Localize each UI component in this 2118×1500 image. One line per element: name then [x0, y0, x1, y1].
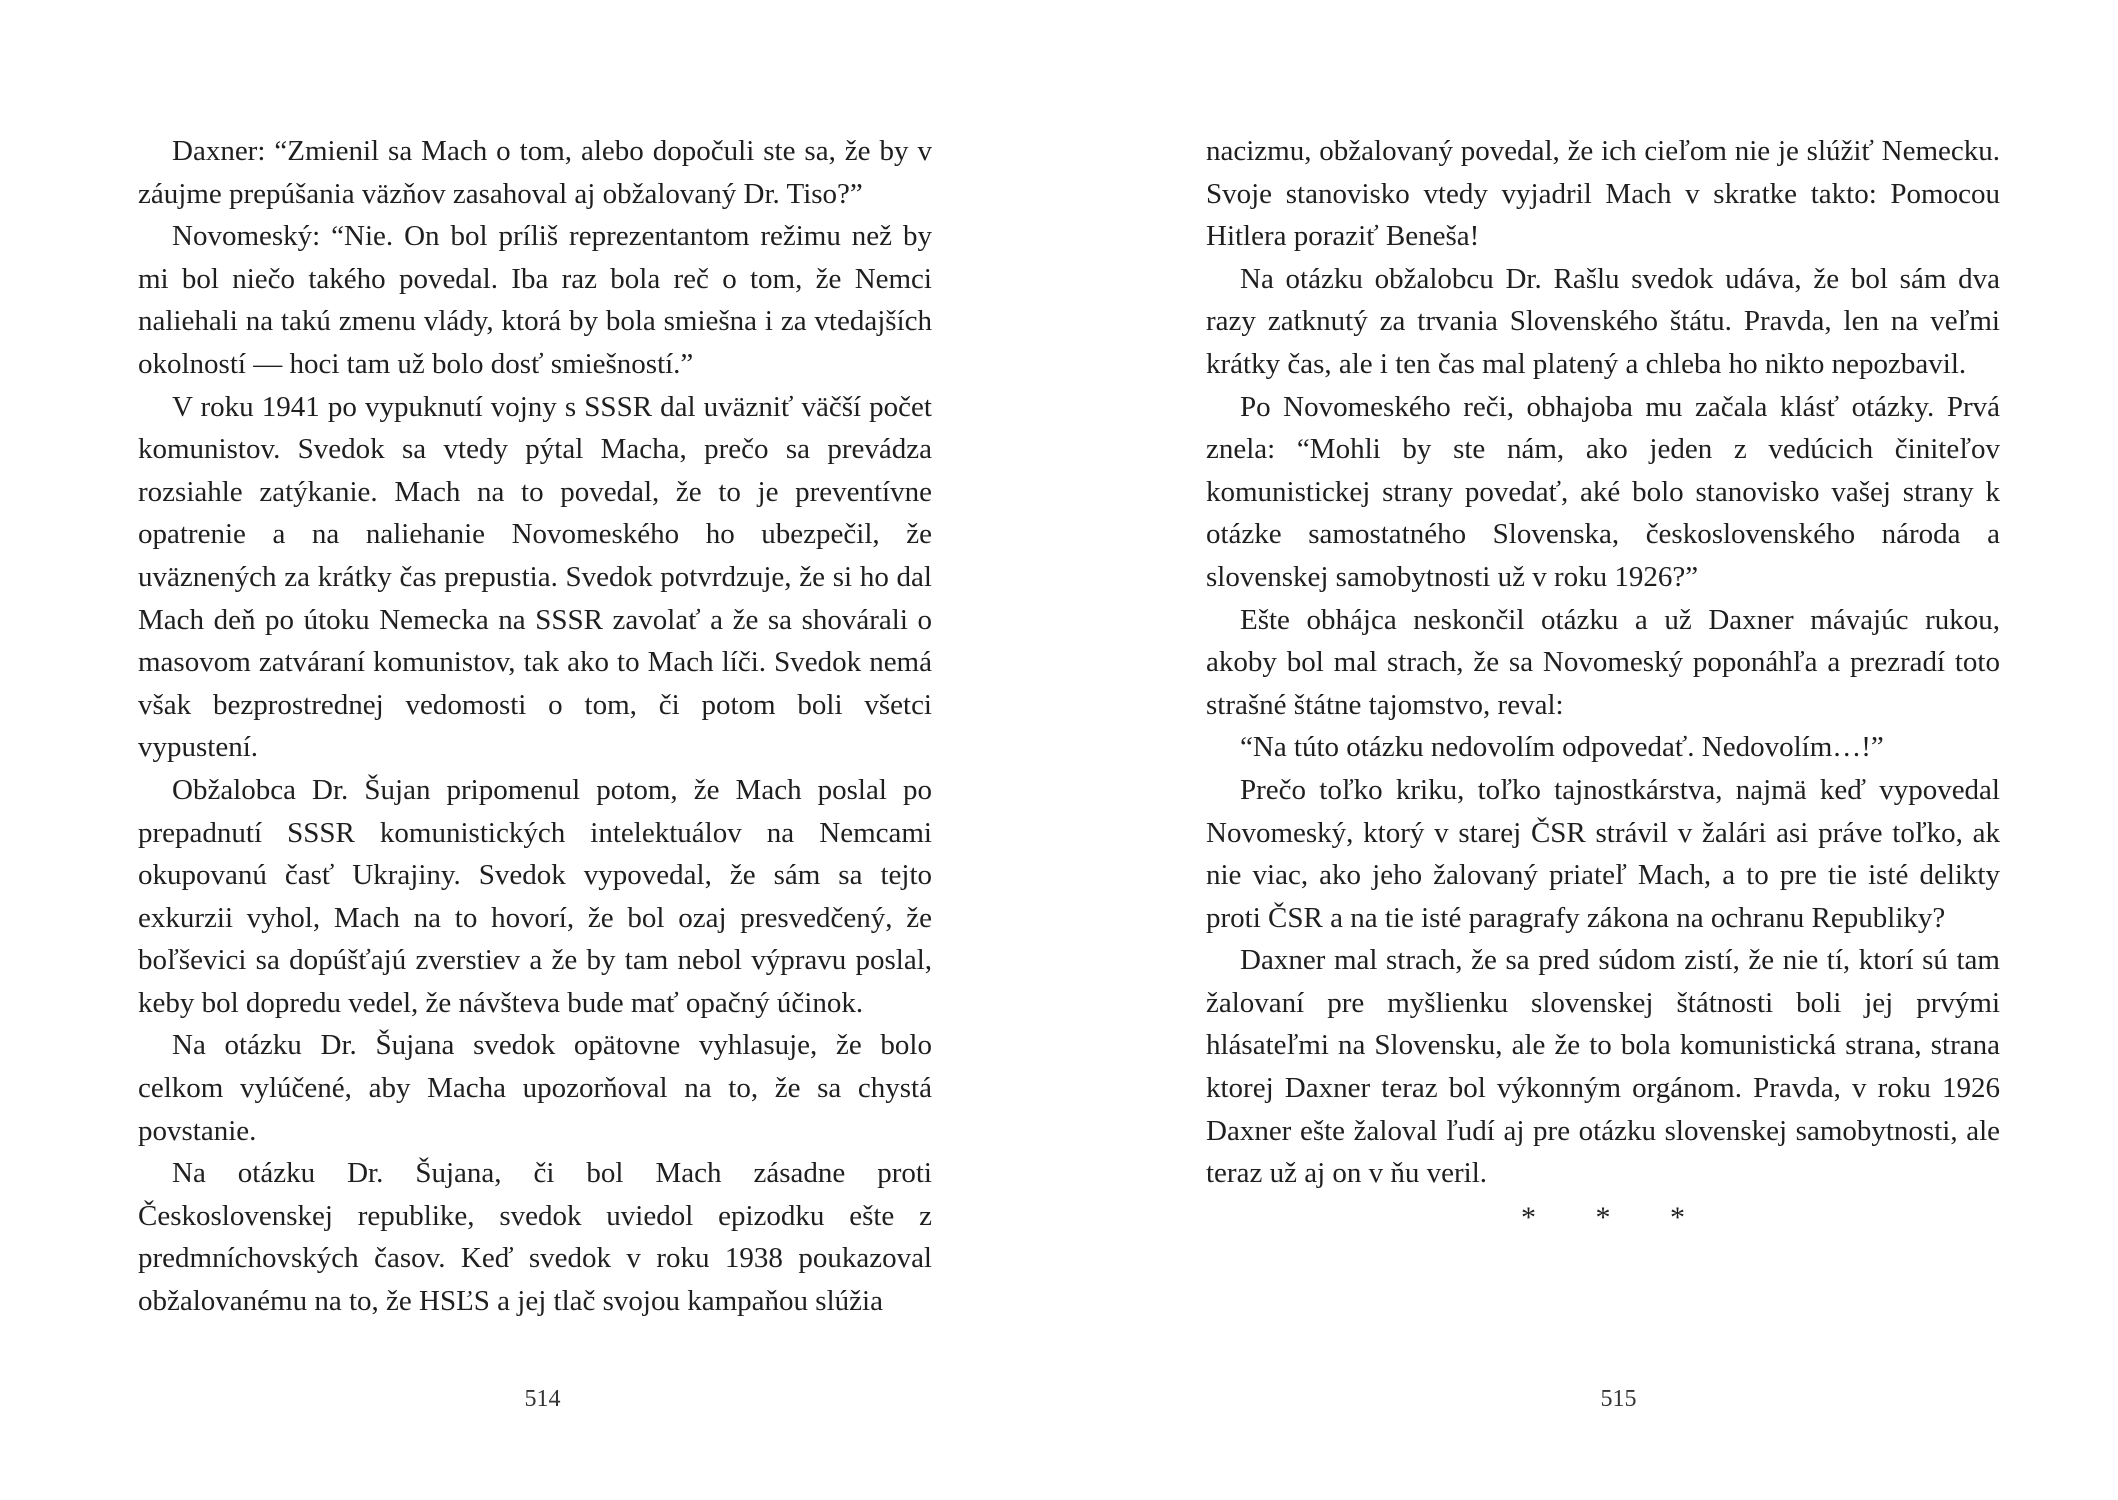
paragraph: Na otázku Dr. Šujana, či bol Mach zásadne proti Československej republike, svedok uviedol epizodku ešte z predmníchovských časov. Keď svedok v roku 1938 poukazoval obžalovanému na to, že HSĽS a jej tlač svojou kampaňou slúžia — [138, 1157, 932, 1318]
paragraph-continuation: nacizmu, obžalovaný povedal, že ich cieľom nie je slúžiť Nemecku. Svoje stanovisko vtedy vyjadril Mach v skratke takto: Pomocou Hitlera poraziť Beneša! — [1206, 135, 2000, 253]
paragraph: Na otázku obžalobcu Dr. Rašlu svedok udáva, že bol sám dva razy zatknutý za trvania Slovenského štátu. Pravda, len na veľmi krátky čas, ale i ten čas mal platený a chleba ho nikto nepozbavil. — [1206, 262, 2000, 380]
paragraph: Prečo toľko kriku, toľko tajnostkárstva, najmä keď vypovedal Novomeský, ktorý v starej ČSR strávil v žalári asi práve toľko, ak nie viac, ako jeho žalovaný priateľ Mach, a to pre tie isté delikty proti ČSR a na tie isté paragrafy zákona na ochranu Republiky? — [1206, 773, 2000, 934]
paragraph: Na otázku Dr. Šujana svedok opätovne vyhlasuje, že bolo celkom vylúčené, aby Macha upozorňoval na to, že sa chystá povstanie. — [138, 1029, 932, 1147]
paragraph: “Na túto otázku nedovolím odpovedať. Nedovolím…!” — [1240, 731, 1884, 764]
paragraph: Obžalobca Dr. Šujan pripomenul potom, že Mach poslal po prepadnutí SSSR komunistických intelektuálov na Nemcami okupovanú časť Ukrajiny. Svedok vypovedal, že sám sa tejto exkurzii vyhol, Mach na to hovorí, že bol ozaj presvedčený, že boľševici sa dopúšťajú zverstiev a že by tam nebol výpravu poslal, keby bol dopredu vedel, že návšteva bude mať opačný účinok. — [138, 773, 932, 1019]
left-page-body — [138, 130, 932, 1323]
paragraph: V roku 1941 po vypuknutí vojny s SSSR dal uväzniť väčší počet komunistov. Svedok sa vtedy pýtal Macha, prečo sa prevádza rozsiahle zatýkanie. Mach na to povedal, že to je preventívne opatrenie a na naliehanie Novomeského ho ubezpečil, že uväznených za krátky čas prepustia. Svedok potvrdzuje, že si ho dal Mach deň po útoku Nemecka na SSSR zavolať a že sa shovárali o masovom zatváraní komunistov, tak ako to Mach líči. Svedok nemá však bezprostrednej vedomosti o tom, či potom boli všetci vypustení. — [138, 390, 932, 764]
paragraph: Ešte obhájca neskončil otázku a už Daxner mávajúc rukou, akoby bol mal strach, že sa Novomeský poponáhľa a prezradí toto strašné štátne tajomstvo, reval: — [1206, 603, 2000, 721]
right-page — [1059, 0, 2118, 1500]
page-number: 514 — [524, 1386, 561, 1412]
section-break: * * * — [1521, 1200, 1711, 1234]
page-number: 515 — [1600, 1386, 1637, 1412]
paragraph: Novomeský: “Nie. On bol príliš reprezentantom režimu než by mi bol niečo takého povedal. Iba raz bola reč o tom, že Nemci naliehali na takú zmenu vlády, ktorá by bola smiešna i za vtedajších okolností — hoci tam už bolo dosť smiešností.” — [138, 220, 932, 380]
paragraph: Daxner: “Zmienil sa Mach o tom, alebo dopočuli ste sa, že by v záujme prepúšania väzňov zasahoval aj obžalovaný Dr. Tiso?” — [138, 135, 932, 210]
right-page-body — [1206, 130, 2000, 1239]
paragraph: Po Novomeského reči, obhajoba mu začala klásť otázky. Prvá znela: “Mohli by ste nám, ako jeden z vedúcich činiteľov komunistickej strany povedať, aké bolo stanovisko vašej strany k otázke samostatného Slovenska, československého národa a slovenskej samobytnosti už v roku 1926?” — [1206, 390, 2000, 593]
paragraph: Daxner mal strach, že sa pred súdom zistí, že nie tí, ktorí sú tam žalovaní pre myšlienku slovenskej štátnosti boli jej prvými hlásateľmi na Slovensku, ale že to bola komunistická strana, strana ktorej Daxner teraz bol výkonným orgánom. Pravda, v roku 1926 Daxner ešte žaloval ľudí aj pre otázku slovenskej samobytnosti, ale teraz už aj on v ňu veril. — [1206, 944, 2000, 1190]
